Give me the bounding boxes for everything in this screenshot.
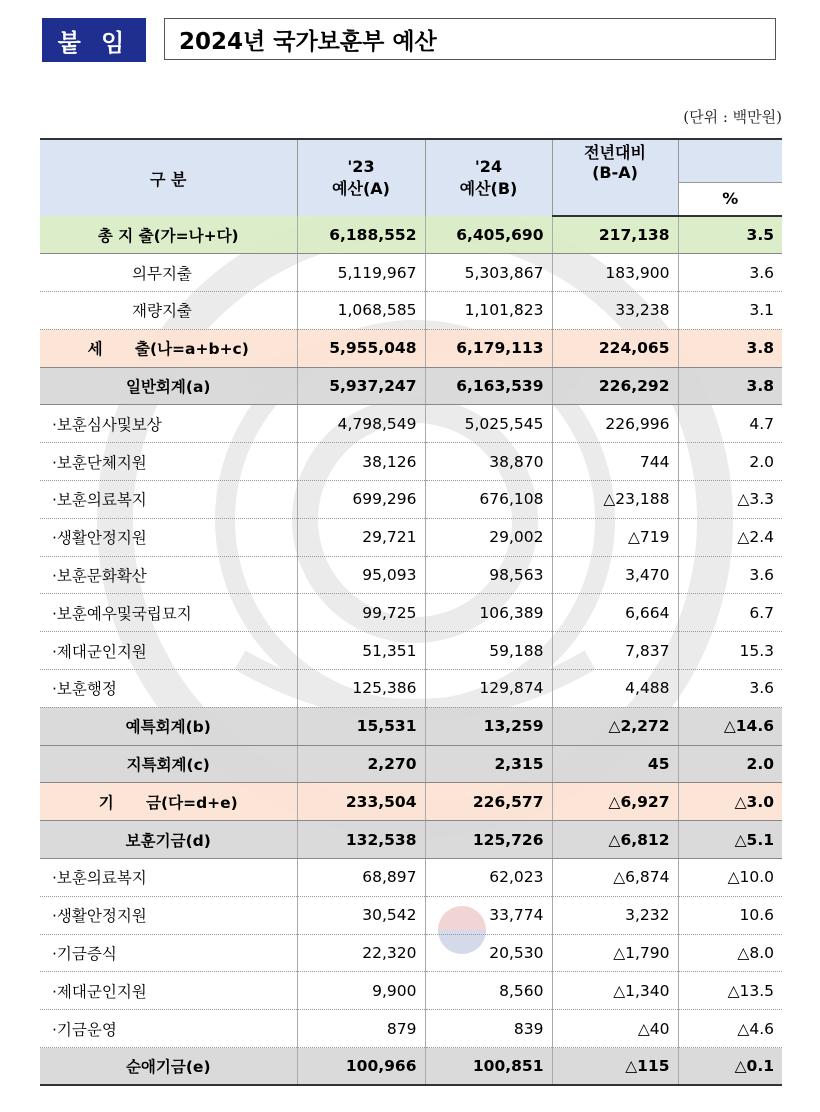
header-yoy-blank [678,139,782,182]
cell-2023: 5,955,048 [297,329,425,367]
table-row-general-account [40,367,782,405]
cell-diff: 3,470 [552,556,678,594]
cell-percent: 4.7 [678,405,782,443]
row-name: 기 금(다=d+e) [40,783,297,821]
cell-diff: △6,874 [552,859,678,897]
row-name: ·보훈단체지원 [40,443,297,481]
cell-diff: △115 [552,1048,678,1086]
cell-percent: 3.6 [678,254,782,292]
table-row [40,859,782,897]
cell-2023: 6,188,552 [297,216,425,254]
cell-2024: 676,108 [425,481,552,519]
table-row-special-account-b [40,707,782,745]
cell-2023: 9,900 [297,972,425,1010]
document-title: 2024년 국가보훈부 예산 [164,18,776,60]
header-yoy-spacer [552,182,678,216]
cell-diff: 226,996 [552,405,678,443]
header-2023-label: 예산(A) [332,179,390,198]
cell-2023: 99,725 [297,594,425,632]
cell-percent: 3.5 [678,216,782,254]
cell-2024: 5,303,867 [425,254,552,292]
header-2024-year: '24 [474,157,503,176]
row-name: 재량지출 [40,292,297,330]
cell-percent: △0.1 [678,1048,782,1086]
row-name: 총 지 출(가=나+다) [40,216,297,254]
table-body [40,216,782,1085]
row-name: ·보훈문화확산 [40,556,297,594]
cell-2023: 95,093 [297,556,425,594]
table-row [40,594,782,632]
cell-2024: 6,179,113 [425,329,552,367]
cell-percent: △8.0 [678,934,782,972]
cell-2023: 4,798,549 [297,405,425,443]
row-name: 지특회계(c) [40,745,297,783]
cell-2024: 38,870 [425,443,552,481]
cell-diff: △23,188 [552,481,678,519]
budget-table [40,138,782,1086]
cell-percent: 2.0 [678,745,782,783]
attachment-badge: 붙 임 [42,18,146,62]
cell-2023: 100,966 [297,1048,425,1086]
cell-2024: 62,023 [425,859,552,897]
cell-2023: 2,270 [297,745,425,783]
cell-percent: 3.8 [678,367,782,405]
cell-2023: 879 [297,1010,425,1048]
row-name: 의무지출 [40,254,297,292]
header-2024-label: 예산(B) [459,179,518,198]
cell-2024: 5,025,545 [425,405,552,443]
cell-2023: 51,351 [297,632,425,670]
table-row [40,443,782,481]
table-row [40,405,782,443]
cell-percent: △3.3 [678,481,782,519]
header-percent: % [678,182,782,216]
cell-diff: 183,900 [552,254,678,292]
cell-2024: 129,874 [425,670,552,708]
cell-2024: 226,577 [425,783,552,821]
header-yoy-label: 전년대비 [584,143,646,162]
cell-diff: 6,664 [552,594,678,632]
cell-2024: 29,002 [425,518,552,556]
header-2023-year: '23 [347,157,375,176]
cell-2024: 2,315 [425,745,552,783]
row-name: 보훈기금(d) [40,821,297,859]
cell-diff: △2,272 [552,707,678,745]
cell-percent: △13.5 [678,972,782,1010]
cell-2023: 1,068,585 [297,292,425,330]
table-row [40,556,782,594]
table-row-total-expenditure [40,216,782,254]
table-row [40,292,782,330]
cell-percent: 6.7 [678,594,782,632]
cell-percent: △2.4 [678,518,782,556]
row-name: 일반회계(a) [40,367,297,405]
row-name: 세 출(나=a+b+c) [40,329,297,367]
cell-2024: 33,774 [425,896,552,934]
cell-2024: 100,851 [425,1048,552,1086]
row-name: ·생활안정지원 [40,518,297,556]
row-name: ·제대군인지원 [40,972,297,1010]
row-name: ·보훈의료복지 [40,481,297,519]
cell-diff: △1,790 [552,934,678,972]
cell-diff: △719 [552,518,678,556]
cell-diff: 33,238 [552,292,678,330]
row-name: 순애기금(e) [40,1048,297,1086]
table-row-funds [40,783,782,821]
cell-2023: 132,538 [297,821,425,859]
row-name: ·보훈의료복지 [40,859,297,897]
cell-percent: 3.1 [678,292,782,330]
header-yoy [552,139,678,182]
cell-2023: 5,937,247 [297,367,425,405]
table-row [40,972,782,1010]
cell-2024: 98,563 [425,556,552,594]
table-row-veterans-fund [40,821,782,859]
table-row [40,481,782,519]
table-row-special-account-c [40,745,782,783]
row-name: ·생활안정지원 [40,896,297,934]
row-name: ·보훈예우및국립묘지 [40,594,297,632]
cell-diff: 217,138 [552,216,678,254]
row-name: 예특회계(b) [40,707,297,745]
cell-percent: 3.6 [678,556,782,594]
cell-percent: △14.6 [678,707,782,745]
cell-diff: 7,837 [552,632,678,670]
cell-percent: △5.1 [678,821,782,859]
cell-2023: 233,504 [297,783,425,821]
cell-2023: 22,320 [297,934,425,972]
cell-diff: △6,927 [552,783,678,821]
cell-percent: △4.6 [678,1010,782,1048]
table-header [40,139,782,216]
table-row [40,518,782,556]
cell-percent: △3.0 [678,783,782,821]
cell-2024: 6,405,690 [425,216,552,254]
table-row-net-fund [40,1048,782,1086]
cell-percent: 3.8 [678,329,782,367]
header-category: 구 분 [40,139,297,216]
cell-diff: 226,292 [552,367,678,405]
cell-2024: 8,560 [425,972,552,1010]
cell-diff: 3,232 [552,896,678,934]
table-row [40,1010,782,1048]
row-name: ·제대군인지원 [40,632,297,670]
cell-2023: 30,542 [297,896,425,934]
cell-2024: 125,726 [425,821,552,859]
cell-diff: △1,340 [552,972,678,1010]
cell-2024: 20,530 [425,934,552,972]
cell-percent: 3.6 [678,670,782,708]
table-row [40,670,782,708]
cell-percent: 10.6 [678,896,782,934]
table-row [40,934,782,972]
cell-diff: 224,065 [552,329,678,367]
header-2024-budget [425,139,552,216]
row-name: ·기금증식 [40,934,297,972]
cell-2024: 6,163,539 [425,367,552,405]
cell-2024: 13,259 [425,707,552,745]
cell-2023: 68,897 [297,859,425,897]
header-yoy-diff: (B-A) [592,163,638,182]
unit-label: (단위 : 백만원) [683,108,782,126]
cell-diff: △40 [552,1010,678,1048]
cell-2024: 839 [425,1010,552,1048]
table-row-expenditure [40,329,782,367]
cell-percent: △10.0 [678,859,782,897]
cell-2024: 59,188 [425,632,552,670]
row-name: ·보훈심사및보상 [40,405,297,443]
cell-diff: 45 [552,745,678,783]
cell-percent: 15.3 [678,632,782,670]
cell-2023: 38,126 [297,443,425,481]
cell-diff: 744 [552,443,678,481]
row-name: ·기금운영 [40,1010,297,1048]
cell-diff: 4,488 [552,670,678,708]
cell-percent: 2.0 [678,443,782,481]
cell-2023: 15,531 [297,707,425,745]
row-name: ·보훈행정 [40,670,297,708]
cell-2024: 106,389 [425,594,552,632]
table-row [40,254,782,292]
header-2023-budget [297,139,425,216]
table-row [40,896,782,934]
cell-diff: △6,812 [552,821,678,859]
cell-2024: 1,101,823 [425,292,552,330]
cell-2023: 29,721 [297,518,425,556]
cell-2023: 699,296 [297,481,425,519]
cell-2023: 5,119,967 [297,254,425,292]
table-row [40,632,782,670]
cell-2023: 125,386 [297,670,425,708]
